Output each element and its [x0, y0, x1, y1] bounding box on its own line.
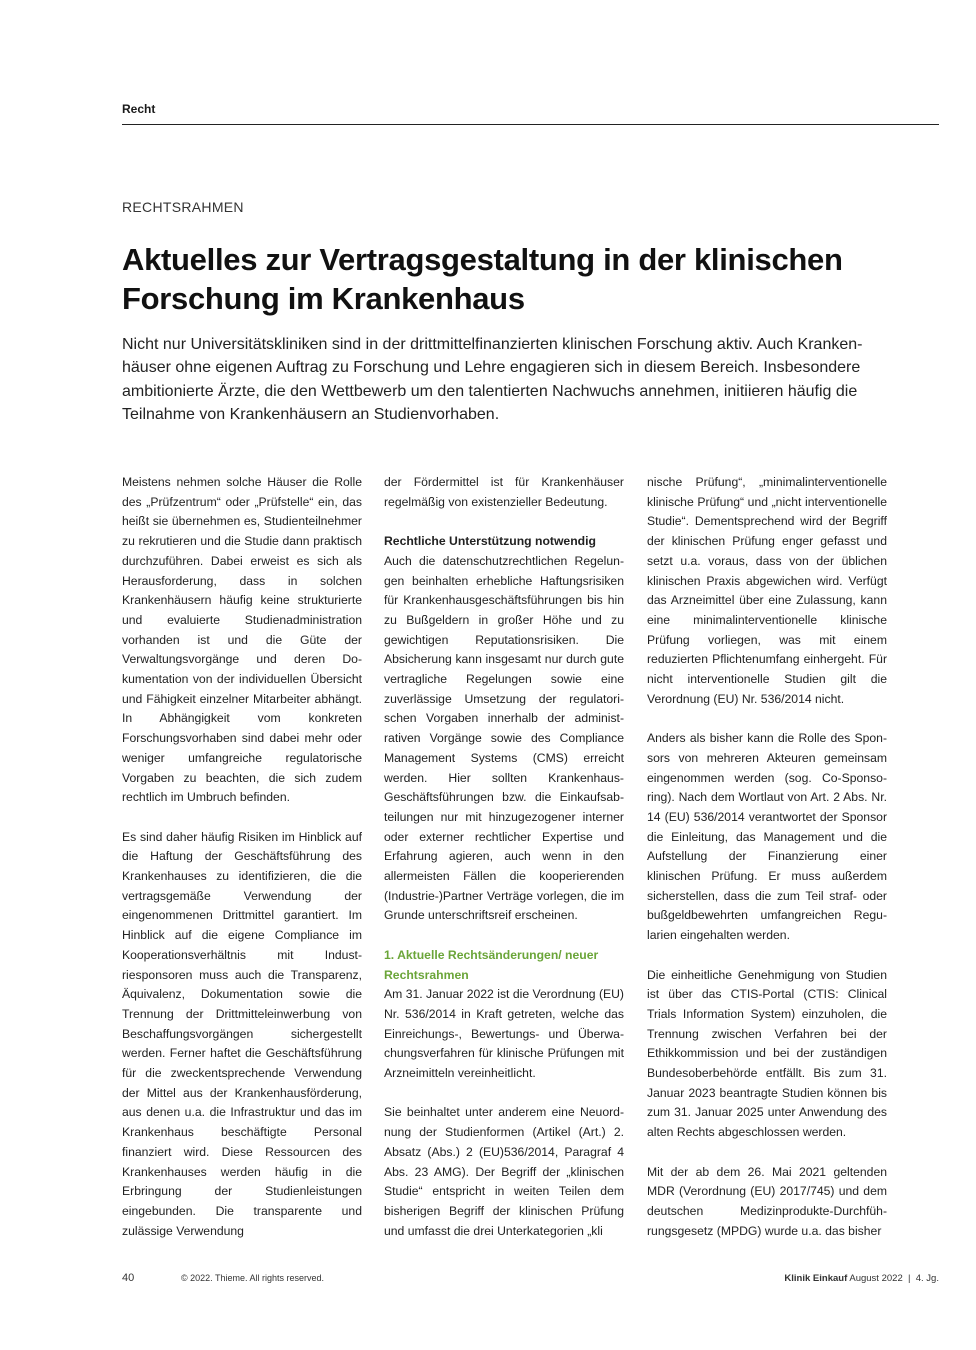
article-kicker: RECHTSRAHMEN: [122, 199, 244, 215]
paragraph: Mit der ab dem 26. Mai 2021 geltenden MDR (Verordnung (EU) 2017/745) und dem deutschen Medizinprodukte-Durchführungsgesetz (MPDG) wurde u.a. das bisher: [647, 1164, 887, 1238]
journal-issue: August 2022 | 4. Jg.: [849, 1273, 939, 1284]
text-column-3: [647, 473, 887, 1253]
text-column-1: [122, 473, 362, 1253]
text-column-2: [384, 473, 624, 1253]
article-lead: Nicht nur Universitätskliniken sind in der drittmittelfinanzierten klinischen Forschung aktiv. Auch Krankenhäuser ohne eigenen Auftrag zu Forschung und Lehre engagieren sich in diesem Bereich. Insbesondere ambitionierte Ärzte, die den Wettbewerb um den talentierten Nachwuchs annehmen, initiieren häufig die Teilnahme von Krankenhäusern an Studienvorhaben.: [122, 336, 863, 423]
paragraph: Sie beinhaltet unter anderem eine Neuordnung der Studienformen (Artikel (Art.) 2. Absatz (Abs.) 2 (EU)536/2014, Paragraf 4 Abs. 23 AMG). Der Begriff der „klinischen Studie“ entspricht in weiten Teilen dem bisherigen Begriff der klinischen Prüfung und umfasst die drei Unterkategorien „kli: [384, 1105, 624, 1238]
paragraph: Am 31. Januar 2022 ist die Verordnung (EU) Nr. 536/2014 in Kraft getreten, welche das Einreichungs-, Bewertungs- und Überwachungsverfahren für klinische Prüfungen mit Arzneimitteln vereinheitlicht.: [384, 987, 624, 1081]
paragraph: nische Prüfung“, „minimalinterventionelle klinische Prüfung“ und „nicht interventionelle Studie“. Dementsprechend wird der Begriff der klinischen Prüfung enger gefasst und setzt u.a. voraus, dass von der üblichen klinischen Praxis abgewichen wird. Verfügt das Arzneimittel über eine Zulassung, kann eine minimalinterventionelle klinische Prüfung vorliegen, was mit einem reduzierten Pflichtenumfang einhergeht. Für nicht interventionelle Studien gilt die Verordnung (EU) Nr. 536/2014 nicht.: [647, 475, 887, 706]
paragraph: der Fördermittel ist für Krankenhäuser regelmäßig von existenzieller Bedeutung.: [384, 475, 624, 509]
paragraph: Es sind daher häufig Risiken im Hinblick auf die Haftung der Geschäftsführung des Krankenhauses zu identifizieren, die die vertragsgemäße Verwendung der eingenommenen Drittmittel garantiert. Im Hinblick auf die eigene Compliance im Kooperationsverhältnis mit Industriesponsoren muss auch die Transparenz, Äquivalenz, Dokumentation sowie die Trennung der Drittmitteleinwerbung von Beschaffungsvorgängen sichergestellt werden. Ferner haftet die Geschäftsführung für die zweckentsprechende Verwendung der Mittel aus der Krankenhausförderung, aus denen u.a. die Infrastruktur und das im Krankenhaus beschäftigte Personal finanziert wird. Diese Ressourcen des Krankenhauses werden häufig in die Erbringung der Studienleistungen eingebunden. Die transparente und zulässige Verwendung: [122, 829, 362, 1238]
paragraph: Auch die datenschutzrechtlichen Regelungen beinhalten erhebliche Haftungsrisiken für Krankenhausgeschäftsführungen bis hin zu Bußgeldern in großer Höhe und zu gewichtigen Reputationsrisiken. Die Absicherung kann insgesamt nur durch gute vertragliche Regelungen sowie eine zuverlässige Umsetzung der regulatorischen Vorgaben innerhalb der administrativen Vorgänge sowie des Compliance Management Systems (CMS) erreicht werden. Hier sollten Krankenhaus-Geschäftsführungen bzw. die Einkaufsabteilungen nur mit hinzugezogener interner oder externer rechtlicher Expertise und Erfahrung agieren, auch wenn in den allermeisten Fällen die kooperierenden (Industrie-)Partner Verträge vorlegen, die im Grunde unterschriftsreif erscheinen.: [384, 553, 624, 923]
section-label: Recht: [122, 102, 156, 116]
subheading: Rechtliche Unterstützung notwendig: [384, 534, 596, 549]
copyright-notice: © 2022. Thieme. All rights reserved.: [181, 1273, 325, 1283]
journal-info: [784, 1273, 939, 1284]
section-heading: 1. Aktuelle Rechtsänderungen/ neuer Rechtsrahmen: [384, 947, 599, 982]
paragraph: Meistens nehmen solche Häuser die Rolle des „Prüfzentrum“ oder „Prüfstelle“ ein, das heißt sie übernehmen es, Studienteilnehmer zu rekrutieren und die Studie dann praktisch durchzuführen. Dabei erweist es sich als Herausforderung, dass in solchen Krankenhäusern häufig keine strukturierte und evaluierte Studienadministration vorhanden ist und die Güte der Verwaltungsvorgänge und deren Dokumentation von der individuellen Übersicht und Fähigkeit einzelner Mitarbeiter abhängt. In Abhängigkeit vom konkreten Forschungsvorhaben sind dabei mehr oder weniger umfangreiche regulatorische Vorgaben zu beachten, die sich zudem rechtlich im Umbruch befinden.: [122, 475, 362, 805]
paragraph: Die einheitliche Genehmigung von Studien ist über das CTIS-Portal (CTIS: Clinical Trials Information System) einzuholen, die Trennung zwischen Verfahren bei der Ethikkommission und bei der zuständigen Bundesoberbehörde entfällt. Bis zum 31. Januar 2023 beantragte Studien können bis zum 31. Januar 2025 unter Anwendung des alten Rechts abgeschlossen werden.: [647, 967, 887, 1140]
paragraph: Anders als bisher kann die Rolle des Sponsors von mehreren Akteuren gemeinsam eingenommen werden (sog. Co-Sponsoring). Nach dem Wortlaut von Art. 2 Abs. Nr. 14 (EU) 536/2014 verantwortet der Sponsor die Einleitung, das Management und die Aufstellung der Finanzierung einer klinischen Prüfung. Er muss außerdem sicherstellen, dass die zum Teil straf- oder bußgeldbewehrten umfangreichen Regularien eingehalten werden.: [647, 731, 887, 943]
article-title: Aktuelles zur Vertragsgestaltung in der klinischen Forschung im Krankenhaus: [122, 242, 843, 316]
journal-name: Klinik Einkauf: [784, 1273, 848, 1284]
header-divider: [122, 124, 939, 125]
page-number: 40: [122, 1272, 135, 1284]
